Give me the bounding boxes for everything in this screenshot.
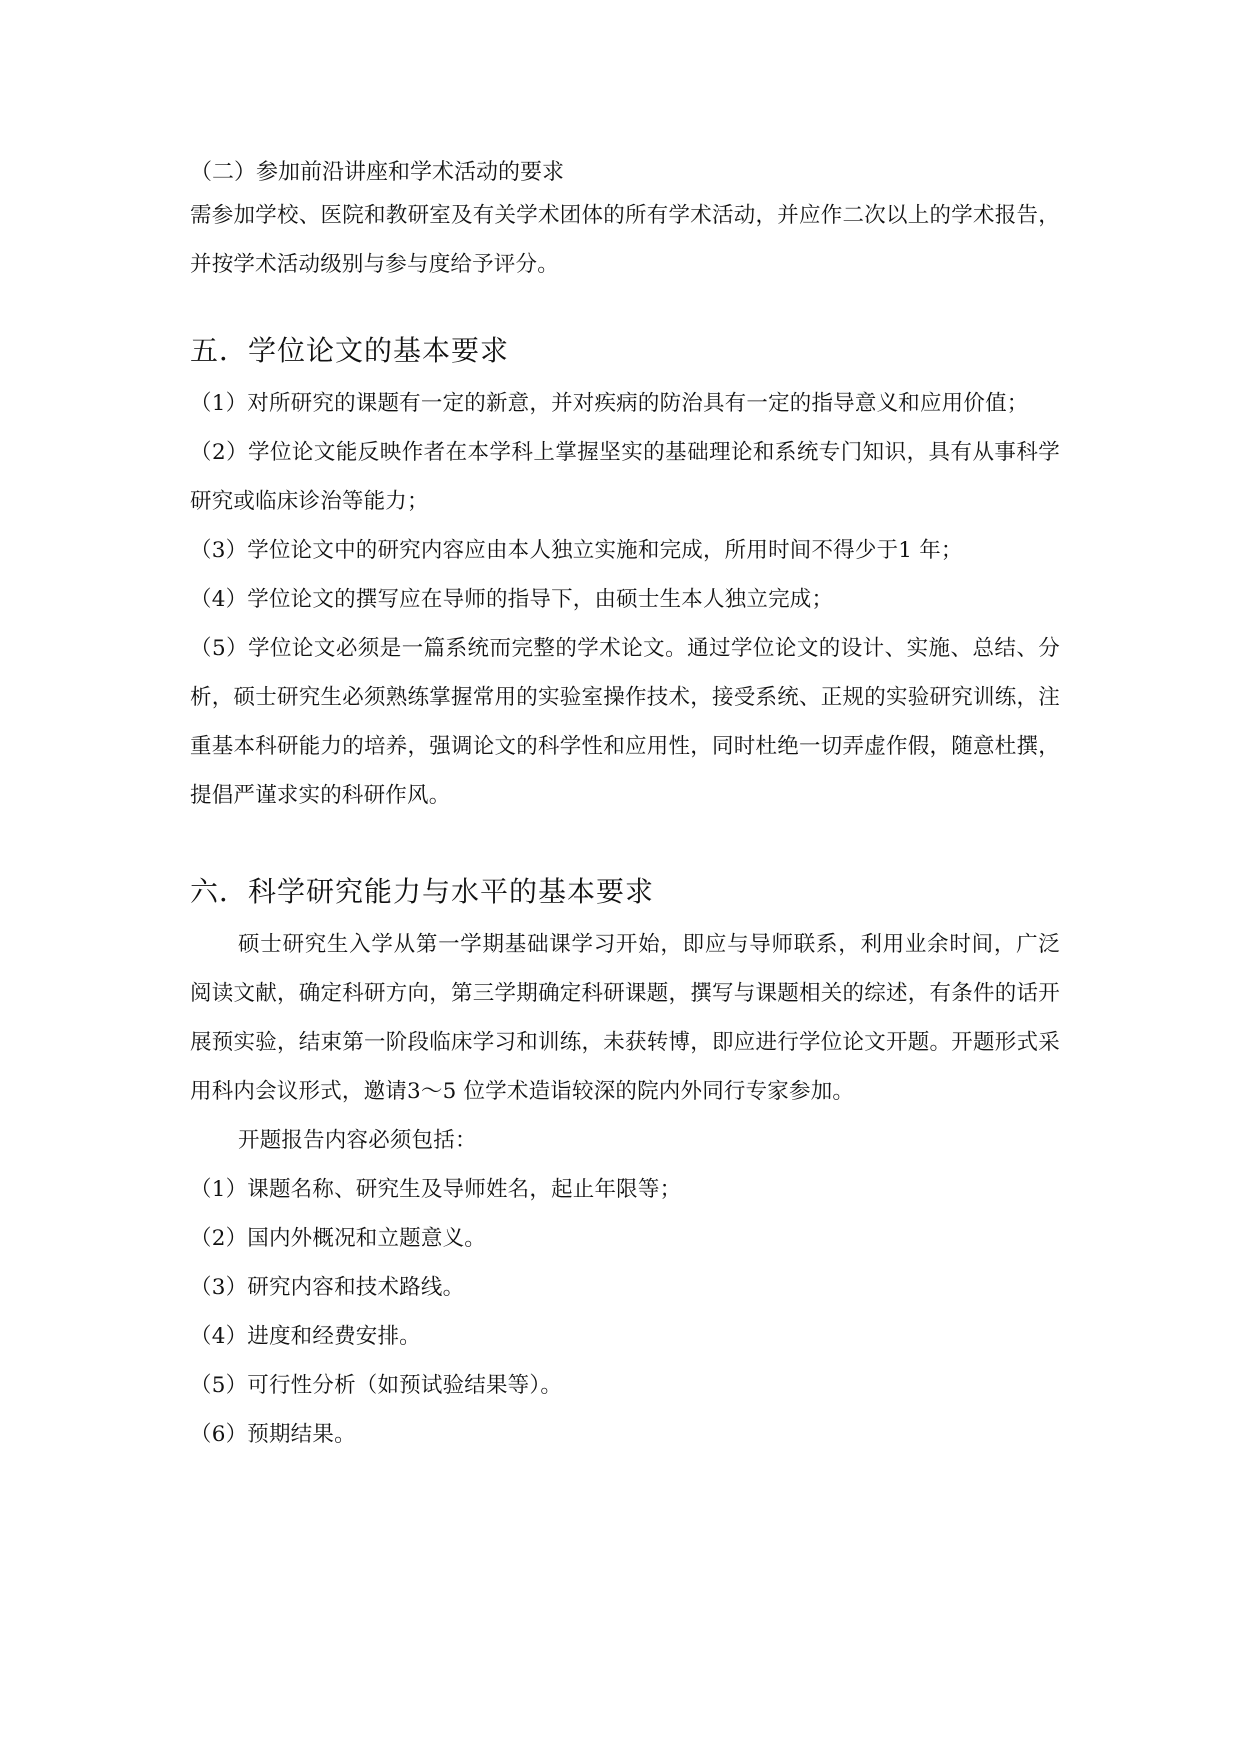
proposal-report-item: （3）研究内容和技术路线。: [190, 1275, 465, 1300]
thesis-requirement-item: （4）学位论文的撰写应在导师的指导下，由硕士生本人独立完成；: [190, 587, 834, 612]
research-ability-paragraph: 硕士研究生入学从第一学期基础课学习开始，即应与导师联系，利用业余时间，广泛阅读文献，确定科研方向，第三学期确定科研课题，撰写与课题相关的综述，有条件的话开展预实验，结束第一阶段临床学习和训练，未获转博，即应进行学位论文开题。开题形式采用科内会议形式，邀请3～5 位学术造诣较深的院内外同行专家参加。: [190, 932, 1060, 1104]
thesis-requirement-item: （5）学位论文必须是一篇系统而完整的学术论文。通过学位论文的设计、实施、总结、分析，硕士研究生必须熟练掌握常用的实验室操作技术，接受系统、正规的实验研究训练，注重基本科研能力的培养，强调论文的科学性和应用性，同时杜绝一切弄虚作假，随意杜撰，提倡严谨求实的科研作风。: [190, 636, 1060, 808]
spacer: [190, 820, 1060, 872]
spacer: [190, 289, 1060, 331]
subsection-heading-academic-activities: （二）参加前沿讲座和学术活动的要求: [190, 160, 565, 185]
thesis-requirement-item: （2）学位论文能反映作者在本学科上掌握坚实的基础理论和系统专门知识，具有从事科学研究或临床诊治等能力；: [190, 440, 1060, 514]
proposal-report-item: （4）进度和经费安排。: [190, 1324, 421, 1349]
section-heading-thesis-requirements: 五．学位论文的基本要求: [190, 334, 510, 367]
document-page: [190, 155, 1060, 1459]
spacer: [190, 912, 1060, 920]
academic-activities-paragraph: 需参加学校、医院和教研室及有关学术团体的所有学术活动，并应作二次以上的学术报告，并按学术活动级别与参与度给予评分。: [190, 203, 1060, 277]
proposal-report-intro: 开题报告内容必须包括：: [238, 1128, 477, 1153]
thesis-requirement-item: （1）对所研究的课题有一定的新意，并对疾病的防治具有一定的指导意义和应用价值；: [190, 391, 1029, 416]
thesis-requirement-item: （3）学位论文中的研究内容应由本人独立实施和完成，所用时间不得少于1 年；: [190, 538, 963, 563]
proposal-report-item: （5）可行性分析（如预试验结果等）。: [190, 1373, 563, 1398]
proposal-report-item: （6）预期结果。: [190, 1422, 356, 1447]
spacer: [190, 371, 1060, 379]
proposal-report-item: （2）国内外概况和立题意义。: [190, 1226, 486, 1251]
section-heading-research-ability: 六．科学研究能力与水平的基本要求: [190, 875, 655, 908]
proposal-report-item: （1）课题名称、研究生及导师姓名，起止年限等；: [190, 1177, 682, 1202]
